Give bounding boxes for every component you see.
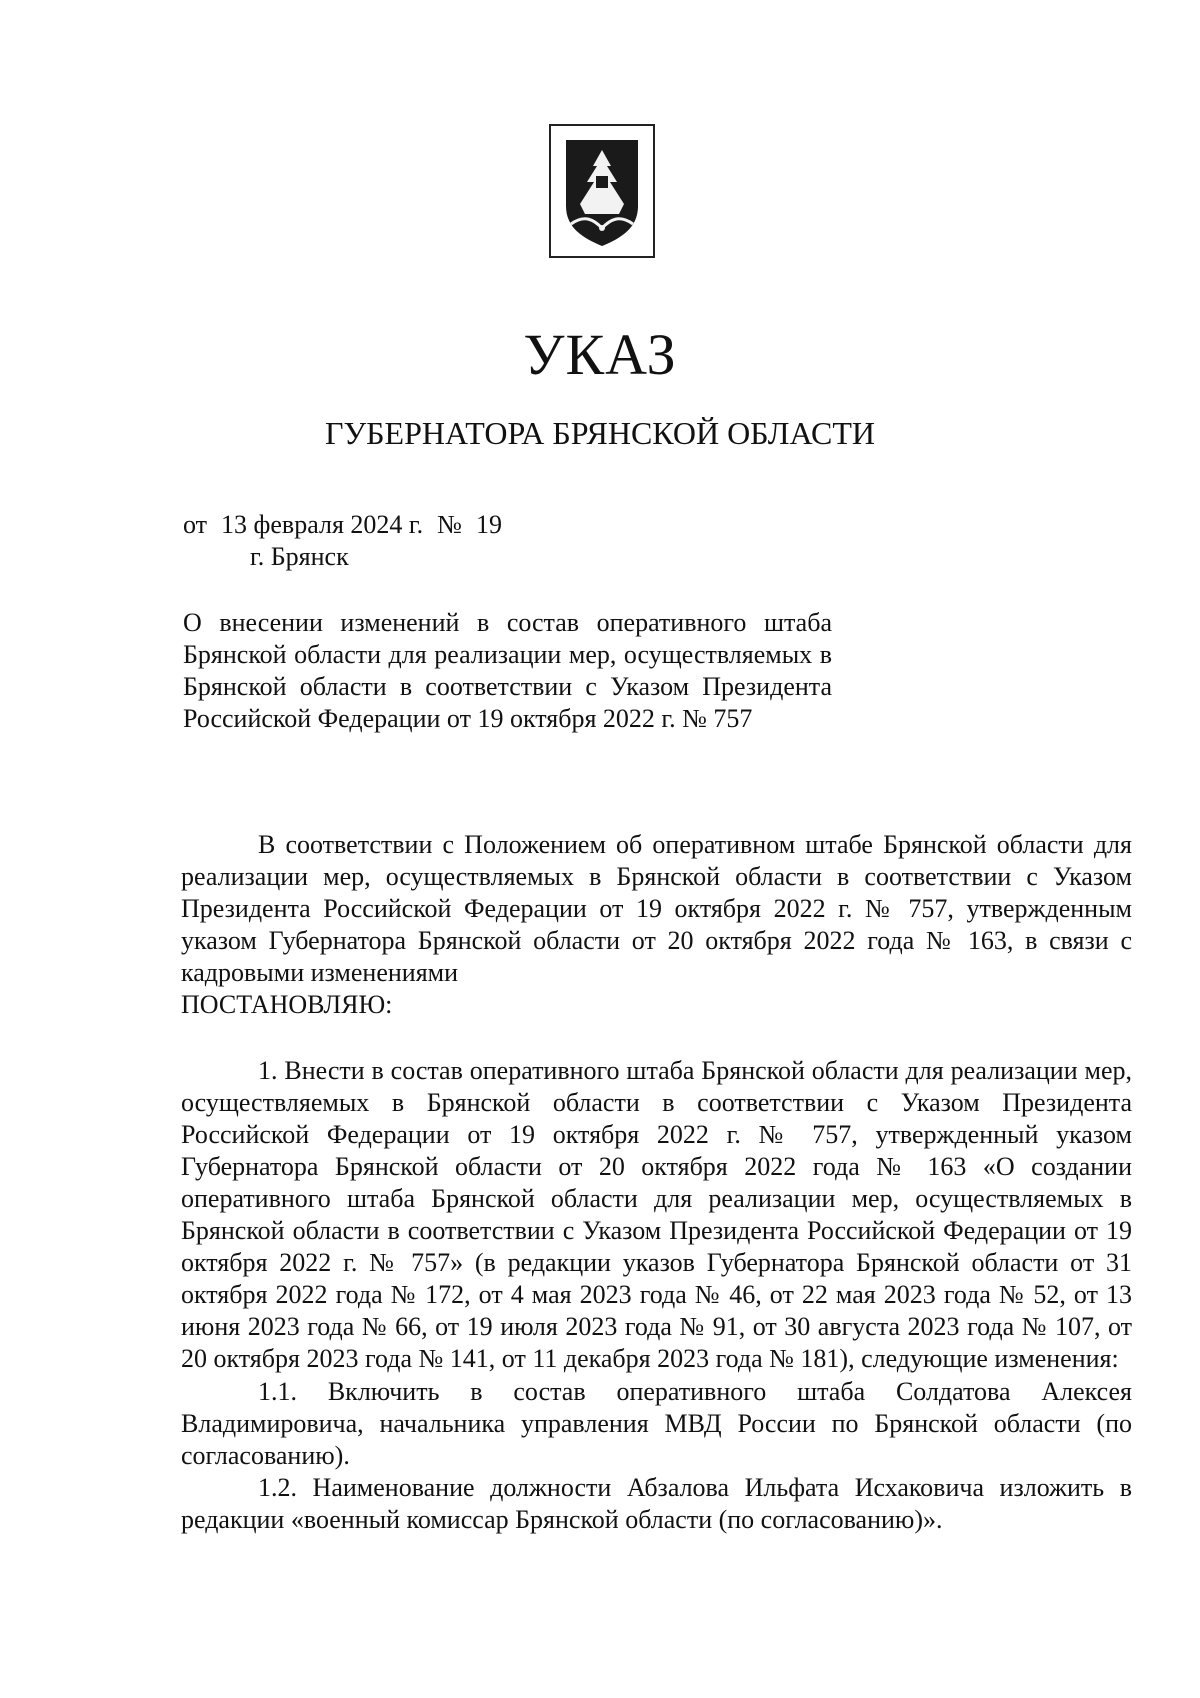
document-date-line [183, 508, 502, 542]
document-body [181, 829, 1132, 1536]
decree-word: ПОСТАНОВЛЯЮ: [181, 990, 393, 1020]
date-prefix: от [183, 510, 208, 539]
number-sign: № [437, 510, 462, 539]
preamble-paragraph: В соответствии с Положением об оперативном штабе Брянской области для реализации мер, осуществляемых в Брянской области в соответствии с Указом Президента Российской Федерации от 19 октября 2022 г. № 757, утвержденным указом Губернатора Брянской области от 20 октября 2022 года № 163, в связи с кадровыми изменениями [181, 830, 1132, 988]
bryansk-coat-of-arms-icon [549, 124, 655, 258]
clause-1-2: 1.2. Наименование должности Абзалова Ильфата Исхаковича изложить в редакции «военный комиссар Брянской области (по согласованию)». [181, 1472, 1132, 1534]
clause-1-1: 1.1. Включить в состав оперативного штаба Солдатова Алексея Владимировича, начальника управления МВД России по Брянской области (по согласованию). [181, 1376, 1132, 1470]
document-title: УКАЗ [523, 322, 677, 387]
document-subject: О внесении изменений в состав оперативного штаба Брянской области для реализации мер, осуществляемых в Брянской области в соответствии с Указом Президента Российской Федерации от 19 октября 2022 г. № 757 [183, 608, 832, 733]
paragraph-spacer [181, 1022, 1132, 1055]
document-date: 13 февраля 2024 г. [221, 510, 424, 539]
document-issuer: ГУБЕРНАТОРА БРЯНСКОЙ ОБЛАСТИ [325, 415, 875, 451]
clause-1: 1. Внести в состав оперативного штаба Брянской области для реализации мер, осуществляемых в Брянской области в соответствии с Указом Президента Российской Федерации от 19 октября 2022 г. № 757, утвержденный указом Губернатора Брянской области от 20 октября 2022 года № 163 «О создании оперативного штаба Брянской области для реализации мер, осуществляемых в Брянской области в соответствии с Указом Президента Российской Федерации от 19 октября 2022 г. № 757» (в редакции указов Губернатора Брянской области от 31 октября 2022 года № 172, от 4 мая 2023 года № 46, от 22 мая 2023 года № 52, от 13 июня 2023 года № 66, от 19 июля 2023 года № 91, от 30 августа 2023 года № 107, от 20 октября 2023 года № 141, от 11 декабря 2023 года № 181), следующие изменения: [181, 1055, 1132, 1374]
document-city: г. Брянск [250, 542, 349, 571]
document-number: 19 [475, 510, 502, 539]
